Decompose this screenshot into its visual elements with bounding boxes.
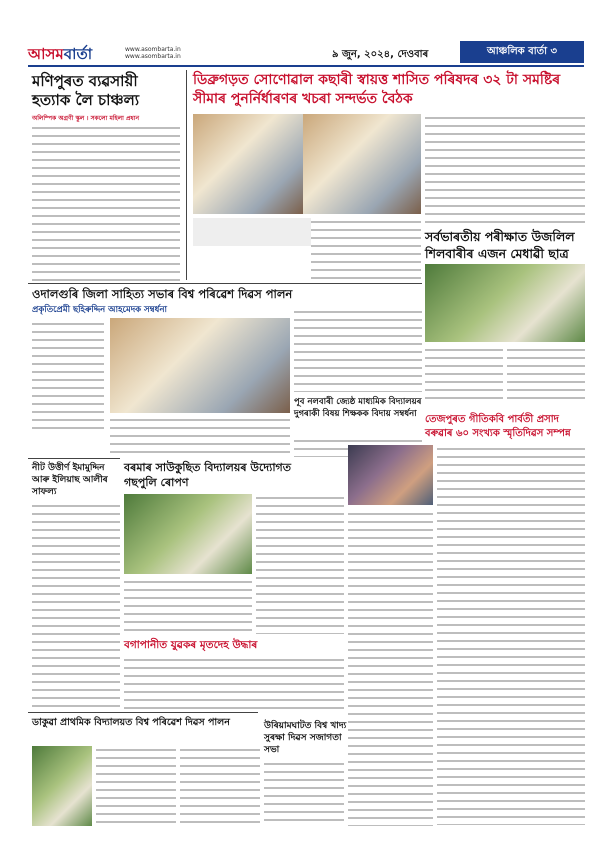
divider [186,70,187,280]
plantation-photo [124,494,252,574]
body-udalguri-2 [294,308,422,392]
headline-bagapani: বগাপানীত যুৱকৰ মৃতদেহ উদ্ধাৰ [124,639,258,651]
student-photo [425,264,585,342]
subhead-udalguri: প্ৰকৃতিপ্ৰেমী ছহিৰুদ্দিন আহমেদক সম্বৰ্ধনা [32,305,167,315]
website-info: www.asombarta.in www.asombarta.in [125,46,181,60]
body-silbari [425,346,503,404]
body-bagapani [124,656,344,712]
headline-dibrugarh: ডিব্ৰুগড়ত সোণোৱাল কছাৰী স্বায়ত্ত শাসিত পৰিষদৰ ৩২ টা সমষ্টিৰ সীমাৰ পুনৰ্নিৰ্ধাৰণৰ খচৰা সন্দৰ্ভত বৈঠক [193,72,561,107]
headline-neet: নীট উত্তীৰ্ণ ইমামুদ্দিন আৰু ইলিয়াছ আলীৰ সাফল্য [32,463,108,497]
body-dibrugarh-right [425,114,585,224]
body-neet [32,502,120,708]
headline-barama: বৰমাৰ সাউকুছিত বিদ্যালয়ৰ উদ্যোগত গছপুলি ৰোপণ [124,461,291,489]
felicitation-photo [110,318,290,413]
body-dakua-2 [180,746,260,826]
headline-manipur: মণিপুৰত ব্যৱসায়ী হত্যাক লৈ চাঞ্চল্য [32,72,140,109]
body-tezpur-left [348,510,433,826]
body-barama-2 [124,578,252,634]
body-udalguri [32,320,104,430]
headline-silbari: সৰ্বভাৰতীয় পৰীক্ষাত উজলিল শিলবাৰীৰ এজন মেধাৱী ছাত্ৰ [425,229,575,261]
body-udalguri-3 [110,416,290,456]
section-title: আঞ্চলিক বাৰ্তা ৩ [460,41,584,63]
divider [28,712,258,713]
headline-udalguri: ওদালগুৰি জিলা সাহিত্য সভাৰ বিশ্ব পৰিৱেশ দিৱস পালন [32,287,293,301]
meeting-photo [193,114,303,214]
body-manipur [32,124,180,284]
newspaper-logo: আসমবাৰ্তা [28,45,93,63]
subhead-manipur: অলিম্পিক অগ্ৰণী স্কুল । সকলো মহিলা প্ৰধান [32,115,140,122]
headline-dakua: ডাকুৱা প্ৰাথমিক বিদ্যালয়ত বিশ্ব পৰিৱেশ দিৱস পালন [32,717,230,728]
dakua-photo [32,746,92,826]
caption-dibrugarh [193,218,311,246]
body-tezpur [437,445,585,825]
headline-uriamghat: উৰিয়ামঘাটত বিশ্ব খাদ্য সুৰক্ষা দিৱস সজাগতা সভা [264,721,347,755]
meeting-photo-2 [303,114,421,214]
masthead [28,41,584,67]
divider [28,283,422,284]
body-dibrugarh [311,218,421,280]
divider [28,458,120,459]
issue-date: ৯ জুন, ২০২৪, দেওবাৰ [332,49,429,60]
body-uriamghat [264,760,344,826]
body-silbari-2 [507,346,585,404]
headline-tezpur: তেজপুৰত গীতিকবি পাৰ্বতী প্ৰসাদ বৰুৱাৰ ৬০ সংখ্যক স্মৃতিদিৱস সম্পন্ন [425,414,571,439]
tezpur-photo [348,445,433,505]
body-barama [256,494,344,634]
headline-nalbari: পূব নলবাৰী জ্যেষ্ঠ মাধ্যমিক বিদ্যালয়ৰ দুগৰাকী বিষয় শিক্ষকক বিদায় সম্বৰ্ধনা [294,397,422,419]
body-dakua [96,746,176,826]
